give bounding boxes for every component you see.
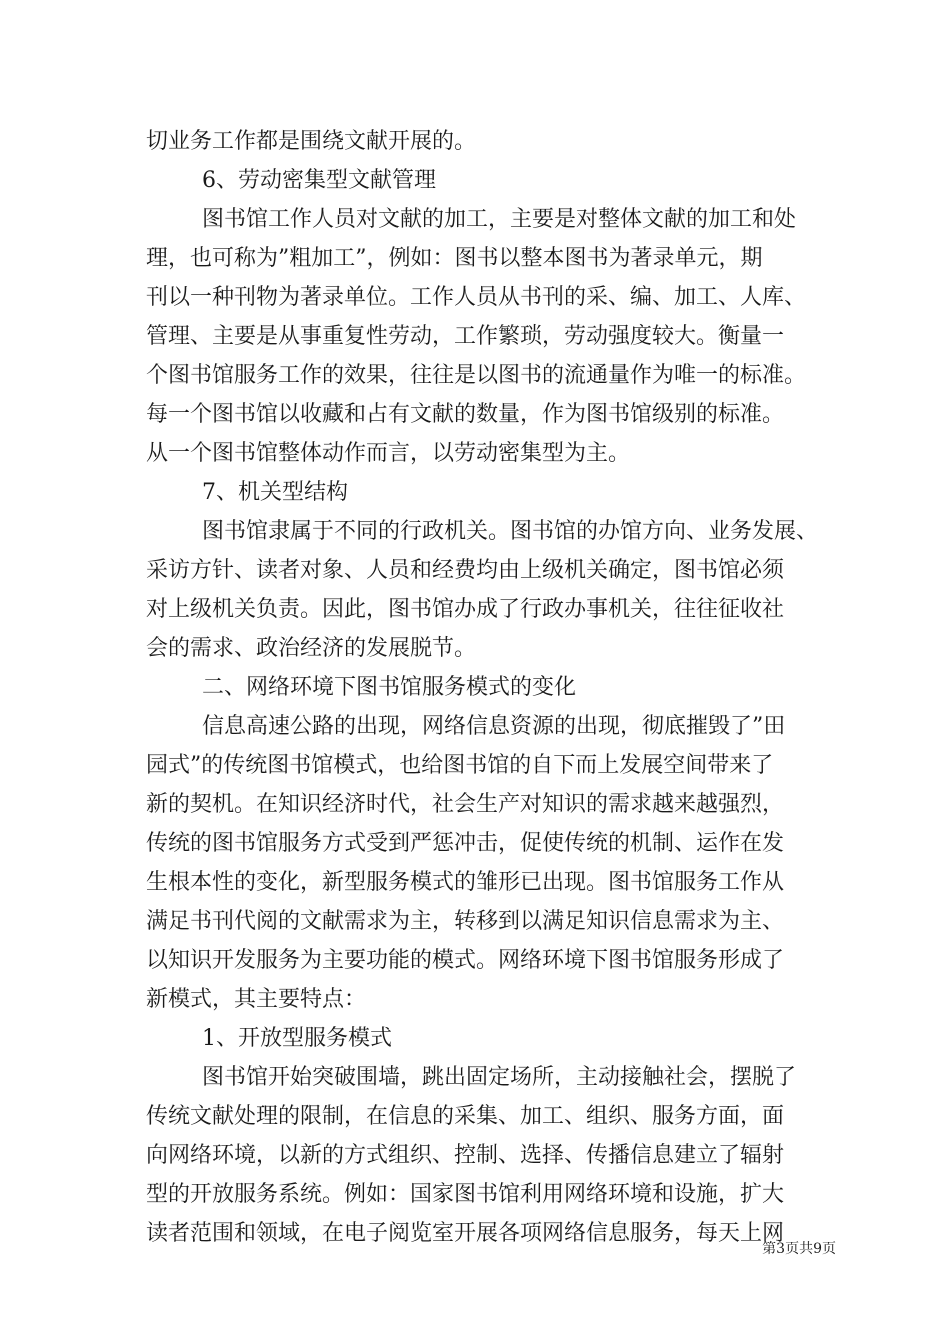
text-line: 传统文献处理的限制，在信息的采集、加工、组织、服务方面，面 xyxy=(146,1104,785,1129)
text-line: 理，也可称为”粗加工”，例如：图书以整本图书为著录单元，期 xyxy=(146,246,763,271)
paragraph-start: 图书馆隶属于不同的行政机关。图书馆的办馆方向、业务发展、 xyxy=(202,519,819,544)
text-line: 以知识开发服务为主要功能的模式。网络环境下图书馆服务形成了 xyxy=(146,948,785,973)
text-line: 传统的图书馆服务方式受到严惩冲击，促使传统的机制、运作在发 xyxy=(146,831,785,856)
paragraph-start: 图书馆工作人员对文献的加工，主要是对整体文献的加工和处 xyxy=(202,207,797,232)
text-line: 个图书馆服务工作的效果，往往是以图书的流通量作为唯一的标准。 xyxy=(146,363,807,388)
text-line: 采访方针、读者对象、人员和经费均由上级机关确定，图书馆必须 xyxy=(146,558,785,583)
document-body xyxy=(146,122,836,1253)
text-line: 从一个图书馆整体动作而言，以劳动密集型为主。 xyxy=(146,441,631,466)
text-line: 生根本性的变化，新型服务模式的雏形已出现。图书馆服务工作从 xyxy=(146,870,785,895)
paragraph-start: 图书馆开始突破围墙，跳出固定场所，主动接触社会，摆脱了 xyxy=(202,1065,797,1090)
section-heading: 二、网络环境下图书馆服务模式的变化 xyxy=(202,675,577,700)
text-line: 型的开放服务系统。例如：国家图书馆利用网络环境和设施，扩大 xyxy=(146,1182,785,1207)
text-line: 新的契机。在知识经济时代，社会生产对知识的需求越来越强烈， xyxy=(146,792,785,817)
text-line: 园式”的传统图书馆模式，也给图书馆的自下而上发展空间带来了 xyxy=(146,753,774,778)
text-line: 切业务工作都是围绕文献开展的。 xyxy=(146,129,477,154)
text-line: 管理、主要是从事重复性劳动，工作繁琐，劳动强度较大。衡量一 xyxy=(146,324,785,349)
text-line: 向网络环境，以新的方式组织、控制、选择、传播信息建立了辐射 xyxy=(146,1143,785,1168)
text-line: 满足书刊代阅的文献需求为主，转移到以满足知识信息需求为主、 xyxy=(146,909,785,934)
text-line: 刊以一种刊物为著录单位。工作人员从书刊的采、编、加工、人库、 xyxy=(146,285,807,310)
page-number: 第3页共9页 xyxy=(762,1241,836,1257)
text-line: 对上级机关负责。因此，图书馆办成了行政办事机关，往往征收社 xyxy=(146,597,785,622)
text-line: 每一个图书馆以收藏和占有文献的数量，作为图书馆级别的标准。 xyxy=(146,402,785,427)
text-line: 新模式，其主要特点： xyxy=(146,987,367,1012)
text-line: 会的需求、政治经济的发展脱节。 xyxy=(146,636,477,661)
section-heading: 6、劳动密集型文献管理 xyxy=(202,168,436,193)
section-heading: 1、开放型服务模式 xyxy=(202,1026,392,1051)
section-heading: 7、机关型结构 xyxy=(202,480,348,505)
paragraph-start: 信息高速公路的出现，网络信息资源的出现，彻底摧毁了”田 xyxy=(202,714,786,739)
text-line: 读者范围和领域，在电子阅览室开展各项网络信息服务，每天上网 xyxy=(146,1221,785,1246)
